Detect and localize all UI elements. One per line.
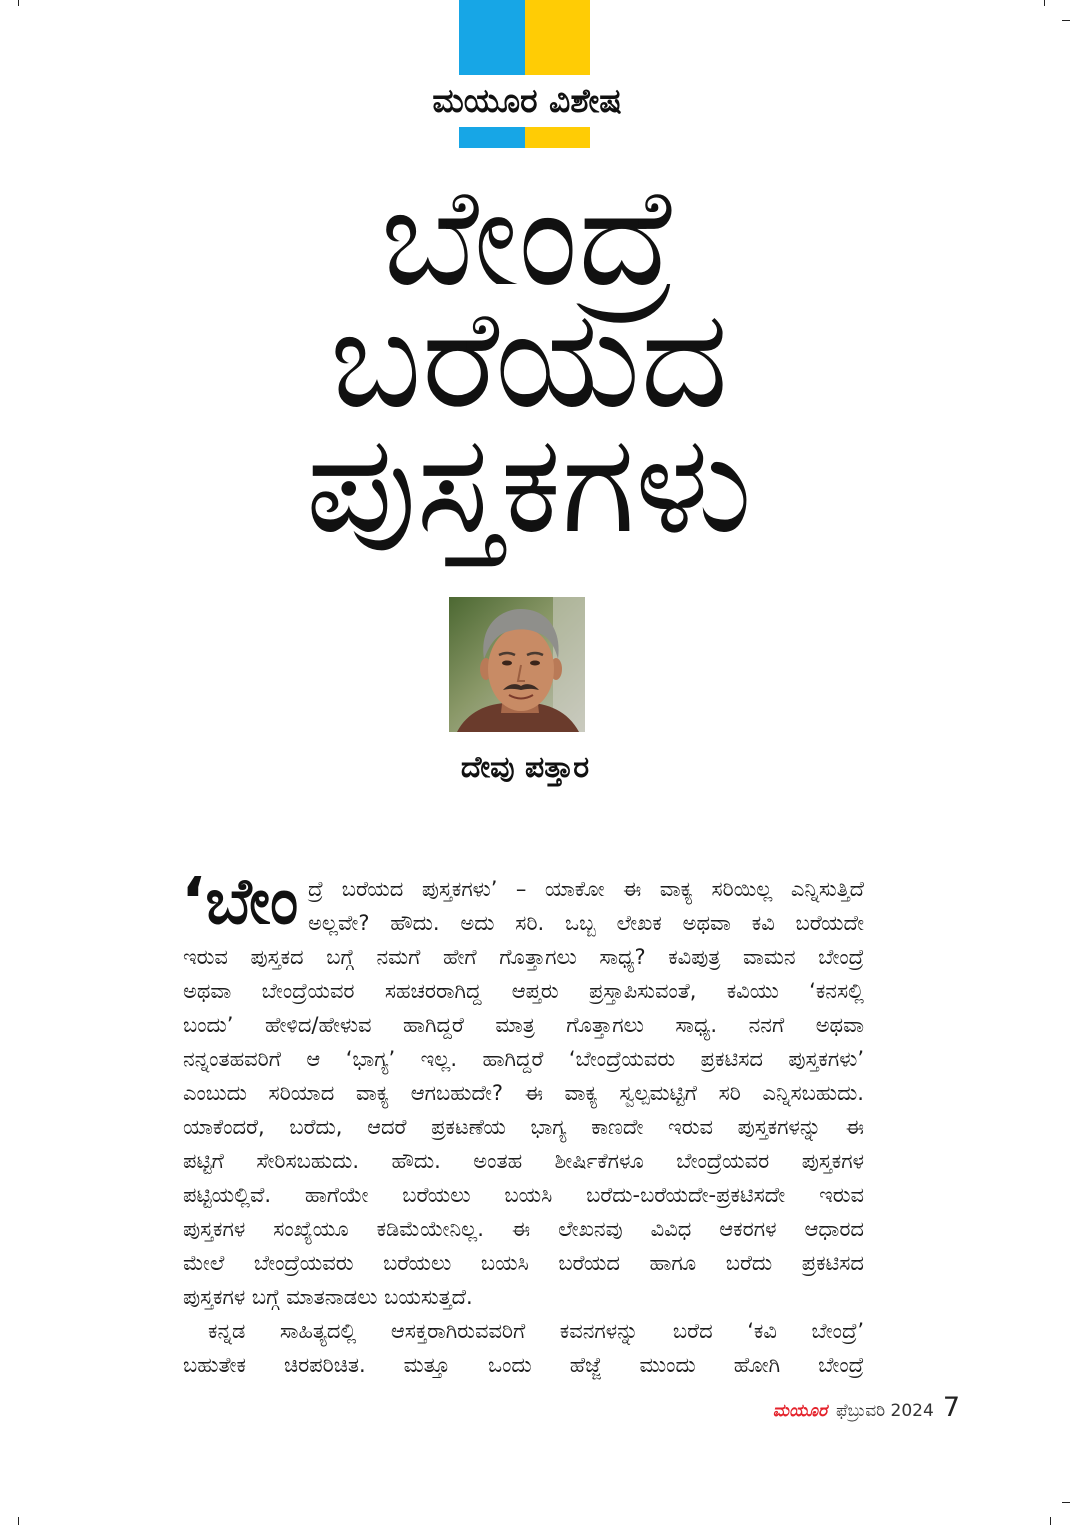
color-block-yellow (525, 0, 590, 75)
section-underline-bar (459, 127, 590, 148)
article-title-line-3: ಪುಸ್ತಕಗಳು (305, 406, 753, 564)
section-label: ಮಯೂರ ವಿಶೇಷ (432, 81, 622, 120)
crop-mark-top-right-side (1062, 20, 1070, 21)
paragraph-2 (183, 1314, 864, 1382)
crop-mark-bottom-right (1050, 1517, 1051, 1525)
issue-date: ಫೆಬ್ರುವರಿ 2024 (836, 1401, 934, 1421)
author-photo (449, 597, 585, 732)
text-line: ಅಲ್ಲವೇ? ಹೌದು. ಅದು ಸರಿ. ಒಬ್ಬ ಲೇಖಕ ಅಥವಾ ಕವಿ ಬರೆಯದೇ (308, 911, 864, 935)
text-line: ದ್ರೆ ಬರೆಯದ ಪುಸ್ತಕಗಳು’ – ಯಾಕೋ ಈ ವಾಕ್ಯ ಸರಿಯಿಲ್ಲ ಎನ್ನಿಸುತ್ತಿದೆ (308, 877, 864, 901)
underline-bar-yellow (525, 127, 590, 148)
article-body (181, 865, 864, 1382)
text-line: ಪಟ್ಟಿಯಲ್ಲಿವೆ. ಹಾಗೆಯೇ ಬರೆಯಲು ಬಯಸಿ ಬರೆದು-ಬರೆಯದೇ-ಪ್ರಕಟಿಸದೇ ಇರುವ (183, 1183, 864, 1207)
crop-mark-top-right (1044, 0, 1045, 6)
text-line: ಕನ್ನಡ ಸಾಹಿತ್ಯದಲ್ಲಿ ಆಸಕ್ತರಾಗಿರುವವರಿಗೆ ಕವನಗಳನ್ನು ಬರೆದ ‘ಕವಿ ಬೇಂದ್ರೆ’ (208, 1319, 864, 1343)
section-color-block (459, 0, 590, 75)
text-line: ಎಂಬುದು ಸರಿಯಾದ ವಾಕ್ಯ ಆಗಬಹುದೇ? ಈ ವಾಕ್ಯ ಸ್ವಲ್ಪಮಟ್ಟಿಗೆ ಸರಿ ಎನ್ನಿಸಬಹುದು. (183, 1081, 864, 1105)
color-block-blue (459, 0, 525, 75)
text-line: ಪಟ್ಟಿಗೆ ಸೇರಿಸಬಹುದು. ಹೌದು. ಅಂತಹ ಶೀರ್ಷಿಕೆಗಳೂ ಬೇಂದ್ರೆಯವರ ಪುಸ್ತಕಗಳ (183, 1149, 864, 1173)
crop-mark-bottom-left (18, 1517, 19, 1525)
article-title-line-2: ಬರೆಯದ (329, 281, 729, 439)
underline-bar-blue (459, 127, 525, 148)
drop-cap: ‘ಬೇಂ (181, 865, 299, 939)
text-line: ನನ್ನಂತಹವರಿಗೆ ಆ ‘ಭಾಗ್ಯ’ ಇಲ್ಲ. ಹಾಗಿದ್ದರೆ ‘ಬೇಂದ್ರೆಯವರು ಪ್ರಕಟಿಸದ ಪುಸ್ತಕಗಳು’ (183, 1047, 864, 1071)
page-footer (773, 1392, 960, 1428)
author-name: ದೇವು ಪತ್ತಾರ (460, 750, 590, 785)
text-line: ಬಹುತೇಕ ಚಿರಪರಿಚಿತ. ಮತ್ತೂ ಒಂದು ಹೆಜ್ಜೆ ಮುಂದು ಹೋಗಿ ಬೇಂದ್ರೆ (183, 1353, 864, 1377)
text-line: ಬಂದು’ ಹೇಳಿದ/ಹೇಳುವ ಹಾಗಿದ್ದರೆ ಮಾತ್ರ ಗೊತ್ತಾಗಲು ಸಾಧ್ಯ. ನನಗೆ ಅಥವಾ (183, 1013, 864, 1037)
magazine-logo: ಮಯೂರ (772, 1401, 827, 1421)
text-line: ಇರುವ ಪುಸ್ತಕದ ಬಗ್ಗೆ ನಮಗೆ ಹೇಗೆ ಗೊತ್ತಾಗಲು ಸಾಧ್ಯ? ಕವಿಪುತ್ರ ವಾಮನ ಬೇಂದ್ರೆ (183, 945, 864, 969)
crop-mark-bottom-right-side (1062, 1502, 1070, 1503)
page-number: 7 (942, 1392, 960, 1423)
article-title-line-1: ಬೇಂದ್ರೆ (380, 159, 678, 317)
crop-mark-top-left (18, 0, 19, 6)
text-line: ಅಥವಾ ಬೇಂದ್ರೆಯವರ ಸಹಚರರಾಗಿದ್ದ ಆಪ್ತರು ಪ್ರಸ್ತಾಪಿಸುವಂತೆ, ಕವಿಯು ‘ಕನಸಲ್ಲಿ (183, 979, 864, 1003)
text-line: ಪುಸ್ತಕಗಳ ಬಗ್ಗೆ ಮಾತನಾಡಲು ಬಯಸುತ್ತದೆ. (183, 1285, 473, 1309)
text-line: ಪುಸ್ತಕಗಳ ಸಂಖ್ಯೆಯೂ ಕಡಿಮೆಯೇನಿಲ್ಲ. ಈ ಲೇಖನವು ವಿವಿಧ ಆಕರಗಳ ಆಧಾರದ (183, 1217, 864, 1241)
text-line: ಯಾಕೆಂದರೆ, ಬರೆದು, ಆದರೆ ಪ್ರಕಟಣೆಯ ಭಾಗ್ಯ ಕಾಣದೇ ಇರುವ ಪುಸ್ತಕಗಳನ್ನು ಈ (183, 1115, 864, 1139)
author-portrait-image (449, 597, 585, 732)
text-line: ಮೇಲೆ ಬೇಂದ್ರೆಯವರು ಬರೆಯಲು ಬಯಸಿ ಬರೆಯದ ಹಾಗೂ ಬರೆದು ಪ್ರಕಟಿಸದ (183, 1251, 864, 1275)
